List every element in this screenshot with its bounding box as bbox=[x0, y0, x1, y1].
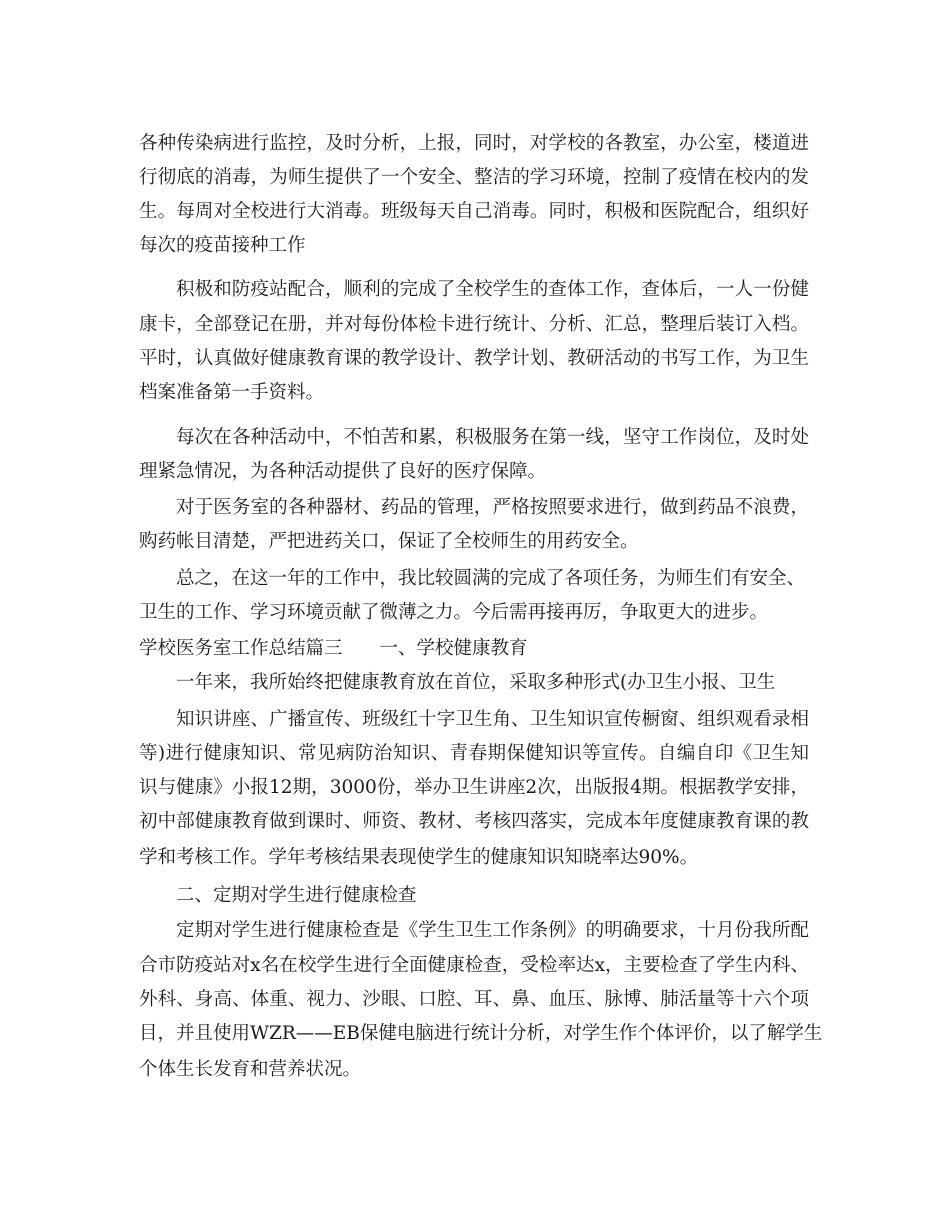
section-heading: 二、定期对学生进行健康检查 bbox=[176, 885, 417, 906]
text-line: 初中部健康教育做到课时、师资、教材、考核四落实，完成本年度健康教育课的教 bbox=[139, 811, 809, 832]
text-line: 购药帐目清楚，严把进药关口，保证了全校师生的用药安全。 bbox=[139, 531, 639, 552]
text-line: 各种传染病进行监控，及时分析，上报，同时，对学校的各教室，办公室，楼道进 bbox=[139, 133, 809, 154]
text-line: 识与健康》小报12期，3000份，举办卫生讲座2次，出版报4期。根据教学安排， bbox=[139, 777, 809, 798]
text-line: 卫生的工作、学习环境贡献了微薄之力。今后需再接再厉，争取更大的进步。 bbox=[139, 602, 769, 623]
text-line: 每次在各种活动中，不怕苦和累，积极服务在第一线，坚守工作岗位，及时处 bbox=[176, 427, 809, 448]
text-line: 生。每周对全校进行大消毒。班级每天自己消毒。同时，积极和医院配合，组织好 bbox=[139, 201, 809, 222]
text-line: 等)进行健康知识、常见病防治知识、青春期保健知识等宣传。自编自印《卫生知 bbox=[139, 743, 809, 764]
text-line: 一年来，我所始终把健康教育放在首位，采取多种形式(办卫生小报、卫生 bbox=[176, 672, 776, 693]
text-line: 行彻底的消毒，为师生提供了一个安全、整洁的学习环境，控制了疫情在校内的发 bbox=[139, 167, 809, 188]
text-line: 每次的疫苗接种工作 bbox=[139, 235, 306, 256]
text-line: 目，并且使用WZR——EB保健电脑进行统计分析，对学生作个体评价，以了解学生 bbox=[139, 1023, 823, 1044]
text-line: 积极和防疫站配合，顺利的完成了全校学生的查体工作，查体后，一人一份健 bbox=[176, 279, 809, 300]
text-line: 定期对学生进行健康检查是《学生卫生工作条例》的明确要求，十月份我所配 bbox=[176, 920, 809, 941]
text-line: 个体生长发育和营养状况。 bbox=[139, 1059, 362, 1080]
text-line: 康卡，全部登记在册，并对每份体检卡进行统计、分析、汇总，整理后装订入档。 bbox=[139, 314, 809, 335]
section-heading: 学校医务室工作总结篇三 一、学校健康教育 bbox=[139, 638, 528, 659]
text-line: 理紧急情况，为各种活动提供了良好的医疗保障。 bbox=[139, 461, 547, 482]
text-line: 平时，认真做好健康教育课的教学设计、教学计划、教研活动的书写工作，为卫生 bbox=[139, 348, 809, 369]
text-line: 总之，在这一年的工作中，我比较圆满的完成了各项任务，为师生们有安全、 bbox=[176, 568, 806, 589]
text-line: 合市防疫站对x名在校学生进行全面健康检查，受检率达x，主要检查了学生内科、 bbox=[139, 955, 809, 976]
text-line: 知识讲座、广播宣传、班级红十字卫生角、卫生知识宣传橱窗、组织观看录相 bbox=[176, 709, 809, 730]
text-line: 档案准备第一手资料。 bbox=[139, 382, 325, 403]
text-line: 外科、身高、体重、视力、沙眼、口腔、耳、鼻、血压、脉博、肺活量等十六个项 bbox=[139, 989, 809, 1010]
text-line: 学和考核工作。学年考核结果表现使学生的健康知识知晓率达90%。 bbox=[139, 847, 699, 868]
text-line: 对于医务室的各种器材、药品的管理，严格按照要求进行，做到药品不浪费， bbox=[176, 497, 809, 518]
